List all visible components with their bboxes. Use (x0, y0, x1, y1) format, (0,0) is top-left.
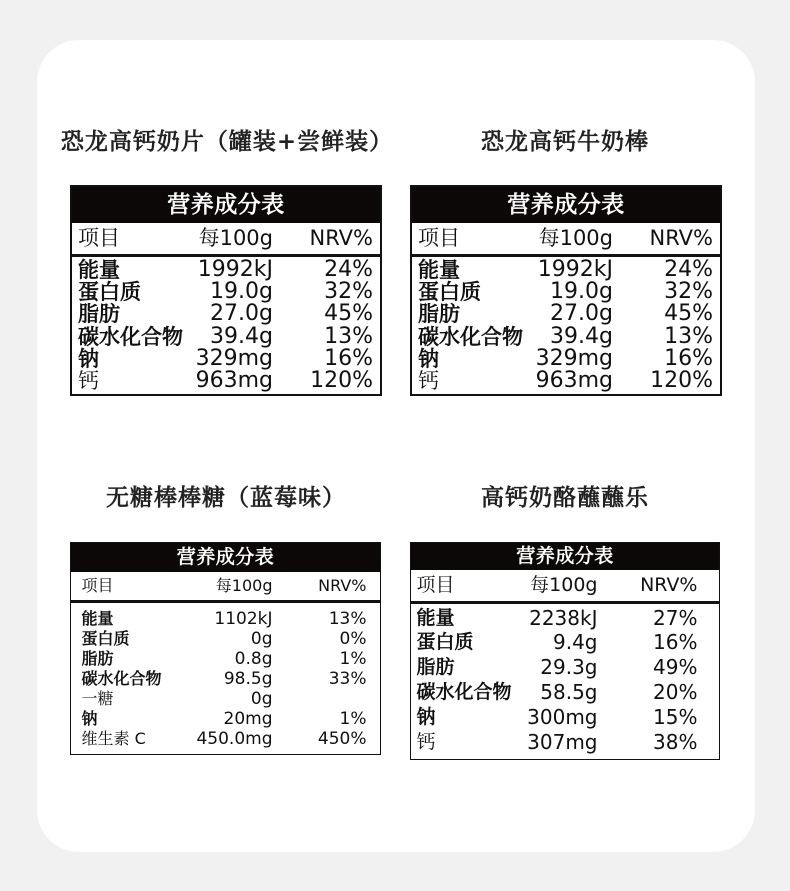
nutrient-row-carbohydrate (411, 680, 719, 705)
nutrient-name: 脂肪 (416, 656, 455, 679)
column-header-nrv: NRV% (318, 575, 367, 595)
column-header-row (71, 572, 380, 603)
nutrient-name: 能量 (418, 258, 460, 282)
nutrient-name: 脂肪 (78, 302, 120, 327)
nutrient-amount: 27.0g (550, 301, 613, 327)
nutrient-amount: 0g (250, 628, 273, 649)
column-header-per-100g: 每100g (530, 574, 598, 596)
nutrition-table (410, 185, 722, 396)
nutrient-row-fat (412, 303, 720, 325)
nutrient-name: 钠 (416, 705, 436, 728)
nutrient-nrv: 27% (653, 605, 698, 630)
nutrient-name: 钠 (78, 346, 99, 371)
nutrient-row-calcium (411, 730, 719, 755)
nutrient-amount: 329mg (195, 345, 273, 371)
nutrient-nrv: 33% (328, 668, 367, 689)
product-title: 无糖棒棒糖（蓝莓味） (106, 485, 346, 511)
nutrient-row-protein (72, 281, 380, 303)
nutrient-row-energy (71, 609, 380, 629)
nutrient-amount: 58.5g (540, 679, 598, 704)
nutrient-nrv: 24% (664, 257, 713, 282)
nutrient-nrv: 24% (324, 257, 373, 282)
column-header-item: 项目 (78, 226, 120, 250)
nutrient-name: 碳水化合物 (416, 680, 512, 703)
nutrient-nrv: 16% (324, 345, 373, 371)
nutrient-row-vitamin-c (71, 729, 380, 749)
column-header-per-100g: 每100g (538, 226, 613, 250)
nutrient-name: 蛋白质 (81, 628, 130, 648)
nutrient-name: 脂肪 (418, 302, 460, 327)
nutrient-amount: 307mg (527, 729, 598, 754)
nutrient-amount: 29.3g (540, 655, 598, 680)
nutrient-amount: 1992kJ (197, 257, 273, 282)
nutrient-amount: 39.4g (210, 323, 273, 349)
nutrient-amount: 9.4g (552, 630, 598, 655)
nutrient-name: 碳水化合物 (418, 324, 523, 349)
nutrient-amount: 19.0g (550, 279, 613, 305)
nutrient-name: 钙 (418, 368, 439, 393)
nutrient-row-sodium (71, 709, 380, 729)
column-header-item: 项目 (81, 575, 114, 595)
nutrient-name: 一糖 (81, 688, 114, 708)
nutrient-row-sugar (71, 689, 380, 709)
nutrient-row-calcium (72, 367, 380, 393)
nutrient-nrv (273, 689, 367, 709)
nutrient-amount: 19.0g (210, 279, 273, 305)
nutrition-table-body (72, 257, 380, 392)
nutrient-amount: 0g (250, 688, 273, 709)
nutrient-amount: 39.4g (550, 323, 613, 349)
nutrition-table (70, 185, 382, 396)
nutrient-nrv: 450% (317, 728, 367, 749)
nutrition-table-body (411, 604, 719, 754)
column-header-row (72, 223, 380, 257)
column-header-nrv: NRV% (649, 226, 713, 250)
nutrient-name: 能量 (416, 606, 455, 629)
nutrient-amount: 98.5g (223, 668, 273, 689)
nutrient-row-calcium (412, 367, 720, 393)
nutrient-nrv: 45% (664, 301, 713, 327)
nutrient-name: 蛋白质 (418, 280, 481, 305)
column-header-nrv: NRV% (309, 226, 373, 250)
nutrition-table-heading: 营养成分表 (411, 543, 719, 570)
nutrition-table-heading: 营养成分表 (71, 543, 380, 572)
nutrient-amount: 27.0g (210, 301, 273, 327)
nutrient-name: 维生素 C (81, 728, 146, 748)
nutrition-table-heading: 营养成分表 (412, 187, 720, 223)
nutrient-amount: 329mg (535, 345, 613, 371)
column-header-row (412, 223, 720, 257)
product-title: 恐龙高钙牛奶棒 (481, 129, 649, 155)
nutrient-name: 蛋白质 (416, 631, 474, 654)
nutrient-amount: 2238kJ (529, 605, 598, 630)
nutrient-amount: 1992kJ (537, 257, 613, 282)
nutrient-name: 钙 (416, 730, 436, 753)
nutrient-nrv: 13% (324, 323, 373, 349)
nutrient-name: 钙 (78, 368, 99, 393)
column-header-item: 项目 (416, 574, 455, 596)
nutrient-nrv: 49% (653, 655, 698, 680)
nutrient-nrv: 16% (664, 345, 713, 371)
nutrient-amount: 963mg (535, 367, 613, 393)
nutrient-row-sodium (72, 345, 380, 371)
nutrient-nrv: 120% (650, 367, 713, 393)
nutrient-nrv: 120% (310, 367, 373, 393)
nutrient-nrv: 15% (653, 704, 698, 729)
product-title: 高钙奶酪蘸蘸乐 (481, 485, 649, 511)
column-header-item: 项目 (418, 226, 460, 250)
nutrient-nrv: 20% (653, 679, 698, 704)
nutrient-row-carbohydrate (71, 669, 380, 689)
nutrient-row-carbohydrate (412, 323, 720, 349)
column-header-per-100g: 每100g (215, 575, 273, 595)
nutrient-row-energy (411, 606, 719, 631)
nutrient-nrv: 1% (339, 708, 367, 729)
nutrient-nrv: 32% (324, 279, 373, 305)
nutrient-name: 能量 (78, 258, 120, 282)
nutrition-table (70, 542, 381, 755)
nutrient-nrv: 13% (664, 323, 713, 349)
nutrient-row-fat (72, 303, 380, 325)
nutrient-name: 脂肪 (81, 648, 114, 668)
nutrient-amount: 20mg (223, 708, 273, 729)
nutrient-amount: 963mg (195, 367, 273, 393)
nutrition-table-body (412, 257, 720, 392)
nutrient-row-protein (412, 281, 720, 303)
nutrient-row-fat (71, 649, 380, 669)
nutrition-table (410, 542, 720, 760)
nutrient-name: 钠 (418, 346, 439, 371)
nutrient-nrv: 32% (664, 279, 713, 305)
column-header-row (411, 570, 719, 604)
nutrition-table-body (71, 603, 380, 749)
nutrient-row-sodium (412, 345, 720, 371)
nutrient-row-protein (71, 629, 380, 649)
nutrient-nrv: 13% (328, 608, 367, 629)
nutrient-row-energy (72, 259, 380, 281)
column-header-nrv: NRV% (640, 574, 698, 596)
nutrient-name: 碳水化合物 (81, 668, 162, 688)
nutrient-nrv: 1% (339, 648, 367, 669)
nutrient-row-sodium (411, 705, 719, 730)
nutrient-amount: 450.0mg (196, 728, 273, 749)
nutrition-table-heading: 营养成分表 (72, 187, 380, 223)
product-title: 恐龙高钙奶片（罐装+尝鲜装） (60, 129, 394, 155)
nutrient-amount: 1102kJ (214, 608, 273, 629)
nutrient-row-protein (411, 630, 719, 655)
nutrient-row-carbohydrate (72, 323, 380, 349)
nutrient-nrv: 0% (339, 628, 367, 649)
nutrient-nrv: 16% (653, 630, 698, 655)
column-header-per-100g: 每100g (198, 226, 273, 250)
nutrient-name: 蛋白质 (78, 280, 141, 305)
nutrient-row-fat (411, 655, 719, 680)
nutrient-name: 碳水化合物 (78, 324, 183, 349)
nutrient-amount: 0.8g (234, 648, 273, 669)
nutrient-name: 钠 (81, 708, 98, 728)
nutrient-nrv: 45% (324, 301, 373, 327)
nutrient-name: 能量 (81, 608, 114, 628)
nutrient-amount: 300mg (527, 704, 598, 729)
nutrient-nrv: 38% (653, 729, 698, 754)
nutrient-row-energy (412, 259, 720, 281)
